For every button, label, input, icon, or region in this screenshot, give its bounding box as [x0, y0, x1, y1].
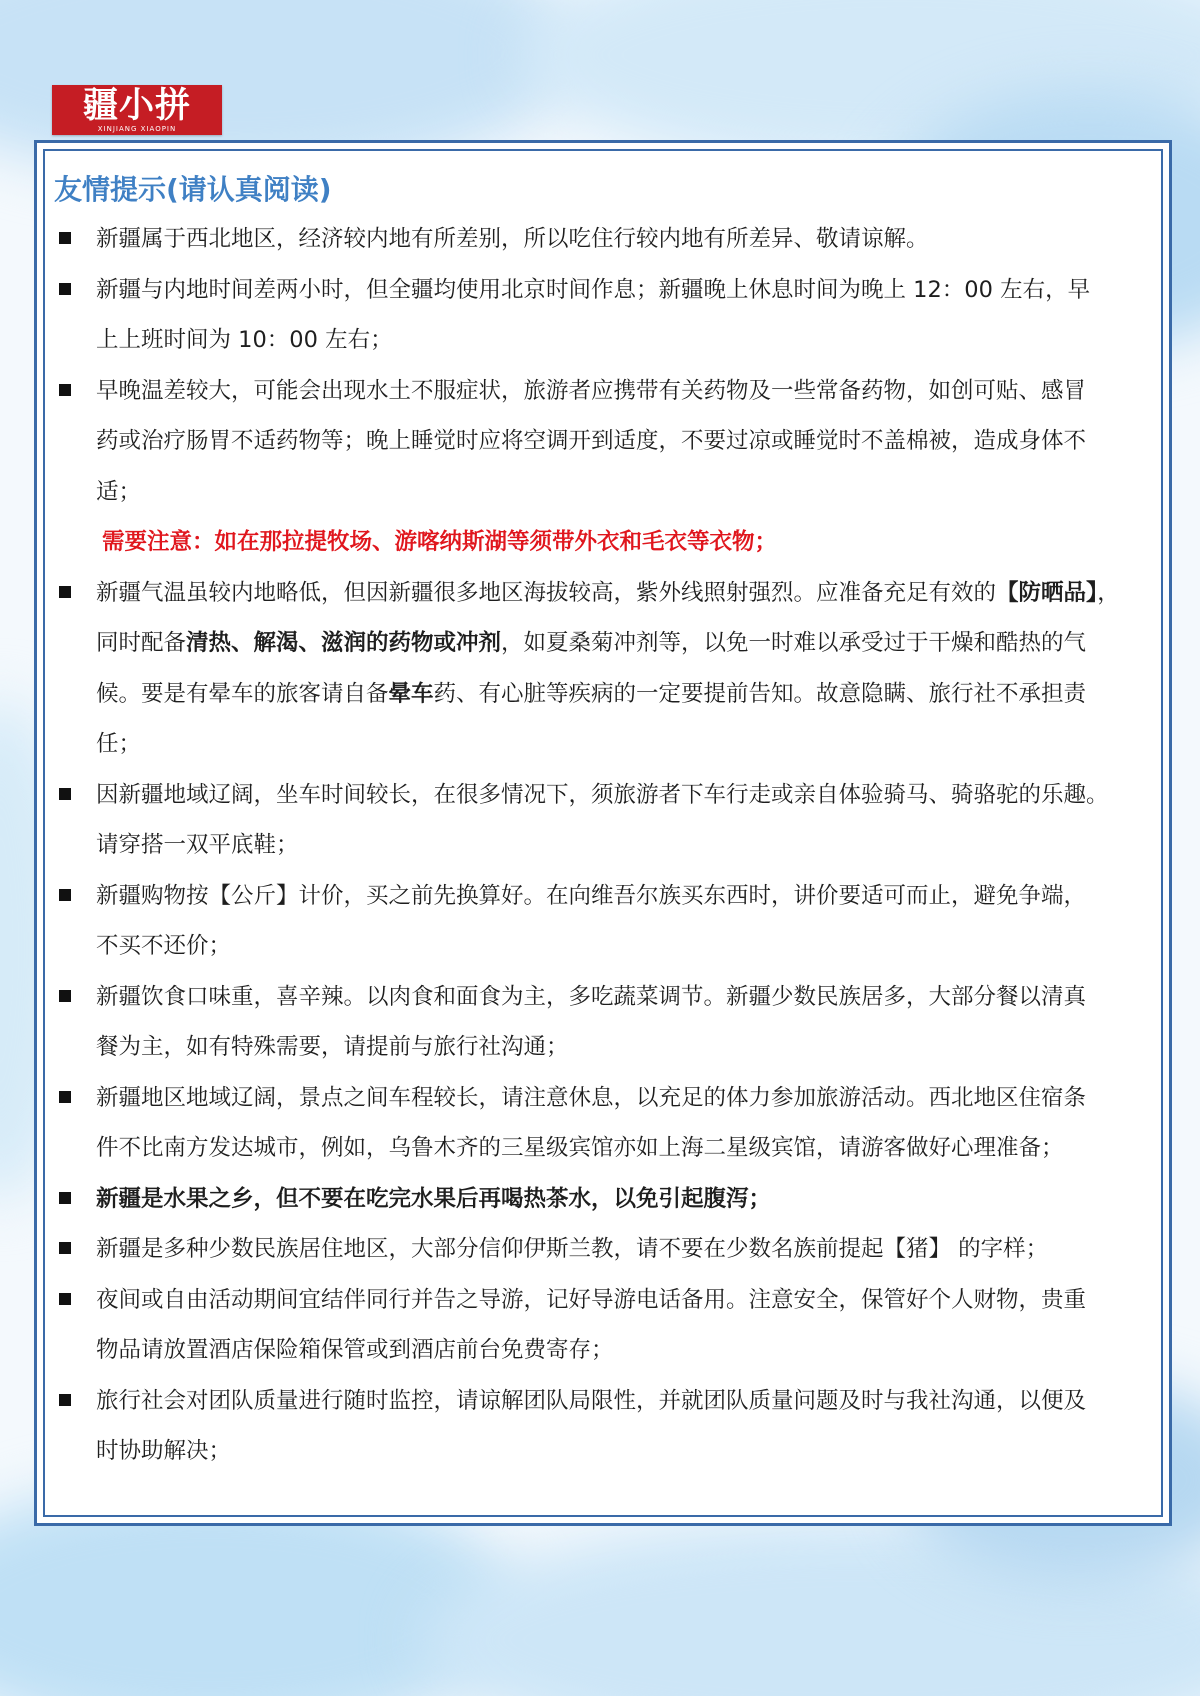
list-item: 新疆是水果之乡，但不要在吃完水果后再喝热茶水，以免引起腹泻；: [54, 1174, 1158, 1225]
square-bullet-icon: [59, 990, 71, 1002]
list-item: 早晚温差较大，可能会出现水土不服症状，旅游者应携带有关药物及一些常备药物，如创可贴、感冒 药或治疗肠胃不适药物等；晚上睡觉时应将空调开到适度，不要过凉或睡觉时不盖棉被，造成身体不 适；: [54, 366, 1158, 518]
square-bullet-icon: [59, 384, 71, 396]
square-bullet-icon: [59, 586, 71, 598]
square-bullet-icon: [59, 232, 71, 244]
tips-content: [54, 168, 1158, 1477]
list-item: 新疆是多种少数民族居住地区，大部分信仰伊斯兰教，请不要在少数名族前提起【猪】 的字样；: [54, 1224, 1158, 1275]
square-bullet-icon: [59, 1091, 71, 1103]
emphasis-carsick: 晕车: [388, 680, 434, 707]
square-bullet-icon: [59, 1394, 71, 1406]
list-item: 新疆属于西北地区，经济较内地有所差别，所以吃住行较内地有所差异、敬请谅解。: [54, 214, 1158, 265]
list-item: 夜间或自由活动期间宜结伴同行并告之导游，记好导游电话备用。注意安全，保管好个人财物，贵重 物品请放置酒店保险箱保管或到酒店前台免费寄存；: [54, 1275, 1158, 1376]
list-item: 新疆气温虽较内地略低，但因新疆很多地区海拔较高，紫外线照射强烈。应准备充足有效的【防晒品】， 同时配备清热、解渴、滋润的药物或冲剂，如夏桑菊冲剂等，以免一时难以承受过于干燥和酷热的气 候。要是有晕车的旅客请自备晕车药、有心脏等疾病的一定要提前告知。故意隐瞒、旅行社不承担责 任；: [54, 568, 1158, 770]
logo-subtitle: XINJIANG XIAOPIN: [97, 125, 177, 133]
page-title: 友情提示(请认真阅读): [54, 173, 332, 206]
list-item: 因新疆地域辽阔，坐车时间较长，在很多情况下，须旅游者下车行走或亲自体验骑马、骑骆驼的乐趣。 请穿搭一双平底鞋；: [54, 770, 1158, 871]
brand-logo: [52, 85, 222, 135]
emphasis-medicine: 清热、解渴、滋润的药物或冲剂: [186, 630, 502, 656]
list-item: 新疆地区地域辽阔，景点之间车程较长，请注意休息，以充足的体力参加旅游活动。西北地区住宿条 件不比南方发达城市，例如，乌鲁木齐的三星级宾馆亦如上海二星级宾馆，请游客做好心理准备；: [54, 1073, 1158, 1174]
square-bullet-icon: [59, 1242, 71, 1254]
square-bullet-icon: [59, 283, 71, 295]
square-bullet-icon: [59, 889, 71, 901]
attention-note: 需要注意：如在那拉提牧场、游喀纳斯湖等须带外衣和毛衣等衣物；: [102, 529, 778, 555]
emphasis-sunscreen: 【防晒品】: [996, 579, 1098, 606]
list-item: 新疆购物按【公斤】计价，买之前先换算好。在向维吾尔族买东西时，讲价要适可而止，避免争端， 不买不还价；: [54, 871, 1158, 972]
list-item: 新疆与内地时间差两小时，但全疆均使用北京时间作息；新疆晚上休息时间为晚上 12：00 左右，早 上上班时间为 10：00 左右；: [54, 265, 1158, 366]
square-bullet-icon: [59, 1192, 71, 1204]
list-item: 新疆饮食口味重，喜辛辣。以肉食和面食为主，多吃蔬菜调节。新疆少数民族居多，大部分餐以清真 餐为主，如有特殊需要，请提前与旅行社沟通；: [54, 972, 1158, 1073]
list-item: 旅行社会对团队质量进行随时监控，请谅解团队局限性，并就团队质量问题及时与我社沟通，以便及 时协助解决；: [54, 1376, 1158, 1477]
square-bullet-icon: [59, 788, 71, 800]
square-bullet-icon: [59, 1293, 71, 1305]
logo-wordmark: 疆小拼: [82, 85, 191, 126]
